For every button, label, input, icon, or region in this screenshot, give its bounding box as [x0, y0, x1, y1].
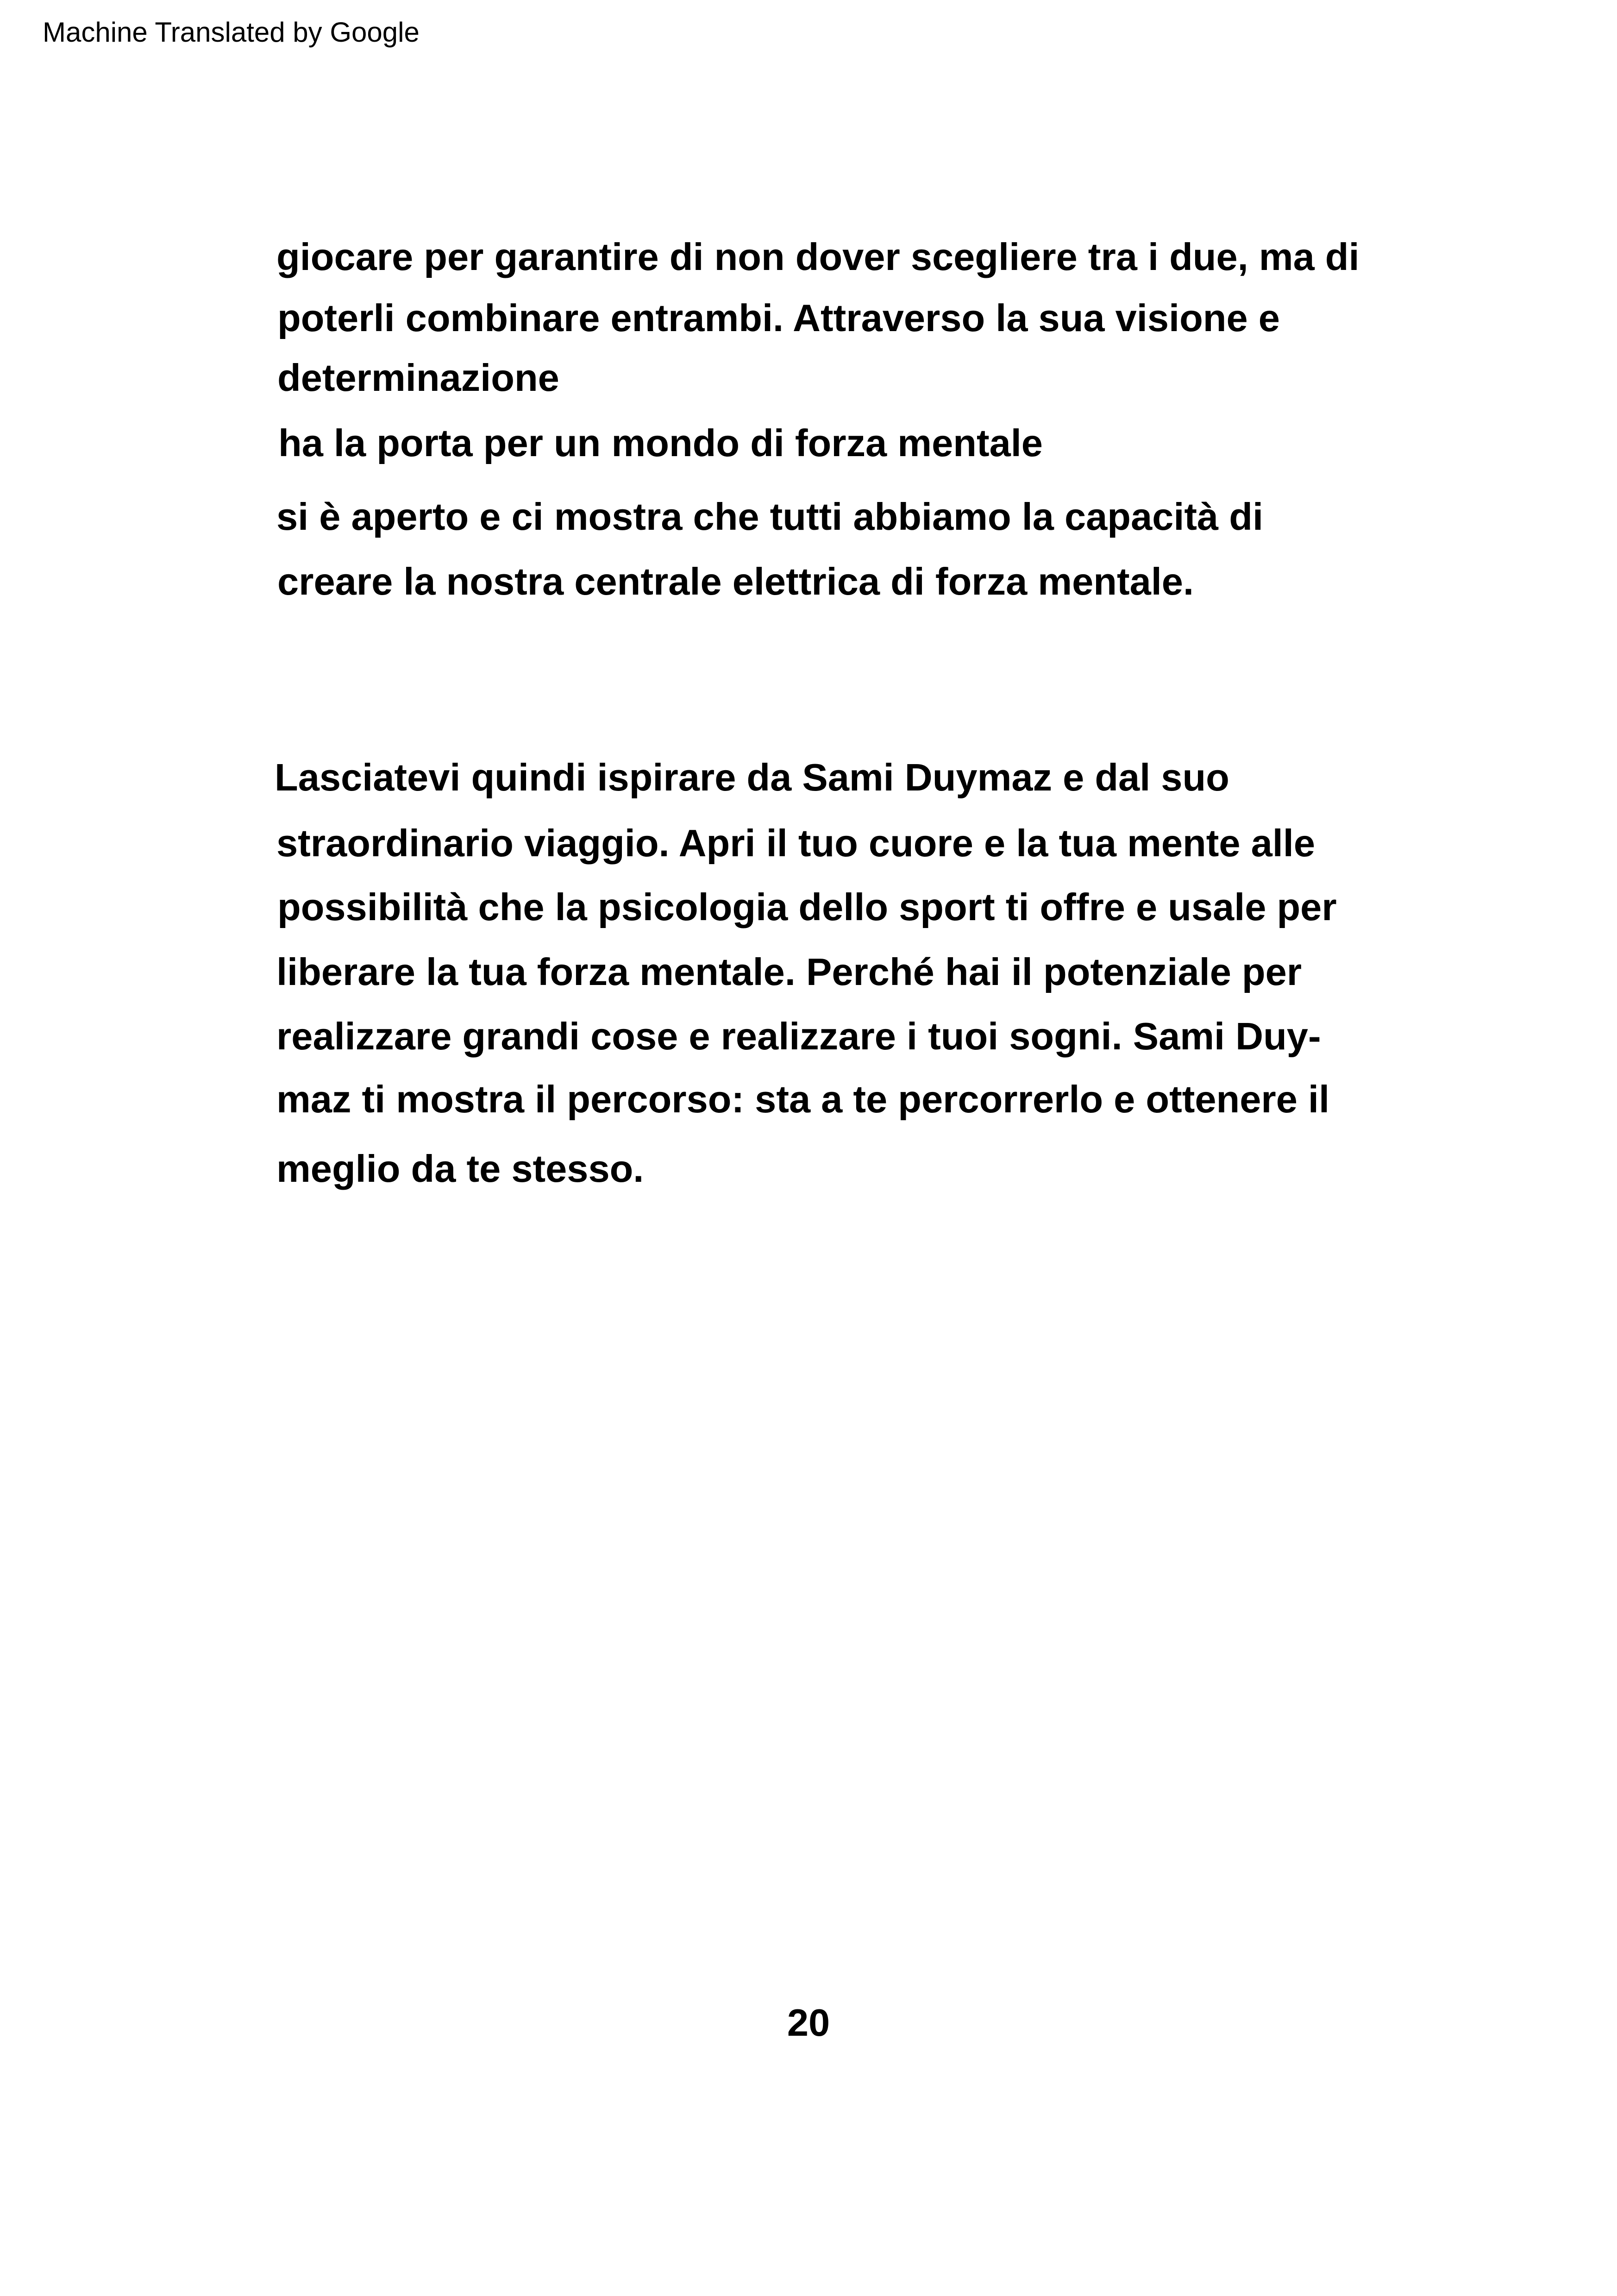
text-line: maz ti mostra il percorso: sta a te percorrerlo e ottenere il	[276, 1078, 1330, 1121]
text-line: determinazione	[277, 356, 559, 399]
text-line: meglio da te stesso.	[276, 1147, 644, 1190]
text-line: Lasciatevi quindi ispirare da Sami Duymaz e dal suo	[275, 756, 1229, 799]
text-line: liberare la tua forza mentale. Perché hai il potenziale per	[276, 950, 1302, 993]
machine-translation-note: Machine Translated by Google	[43, 17, 420, 48]
page-number: 20	[787, 2001, 830, 2044]
text-line: si è aperto e ci mostra che tutti abbiamo la capacità di	[276, 495, 1264, 538]
text-line: creare la nostra centrale elettrica di forza mentale.	[277, 560, 1194, 603]
text-line: ha la porta per un mondo di forza mentale	[278, 421, 1043, 464]
text-line: straordinario viaggio. Apri il tuo cuore e la tua mente alle	[276, 822, 1316, 865]
text-line: giocare per garantire di non dover scegliere tra i due, ma di	[276, 235, 1360, 278]
text-line: realizzare grandi cose e realizzare i tuoi sogni. Sami Duy-	[276, 1015, 1321, 1058]
text-line: possibilità che la psicologia dello sport ti offre e usale per	[277, 885, 1337, 928]
text-line: poterli combinare entrambi. Attraverso la sua visione e	[277, 296, 1280, 339]
